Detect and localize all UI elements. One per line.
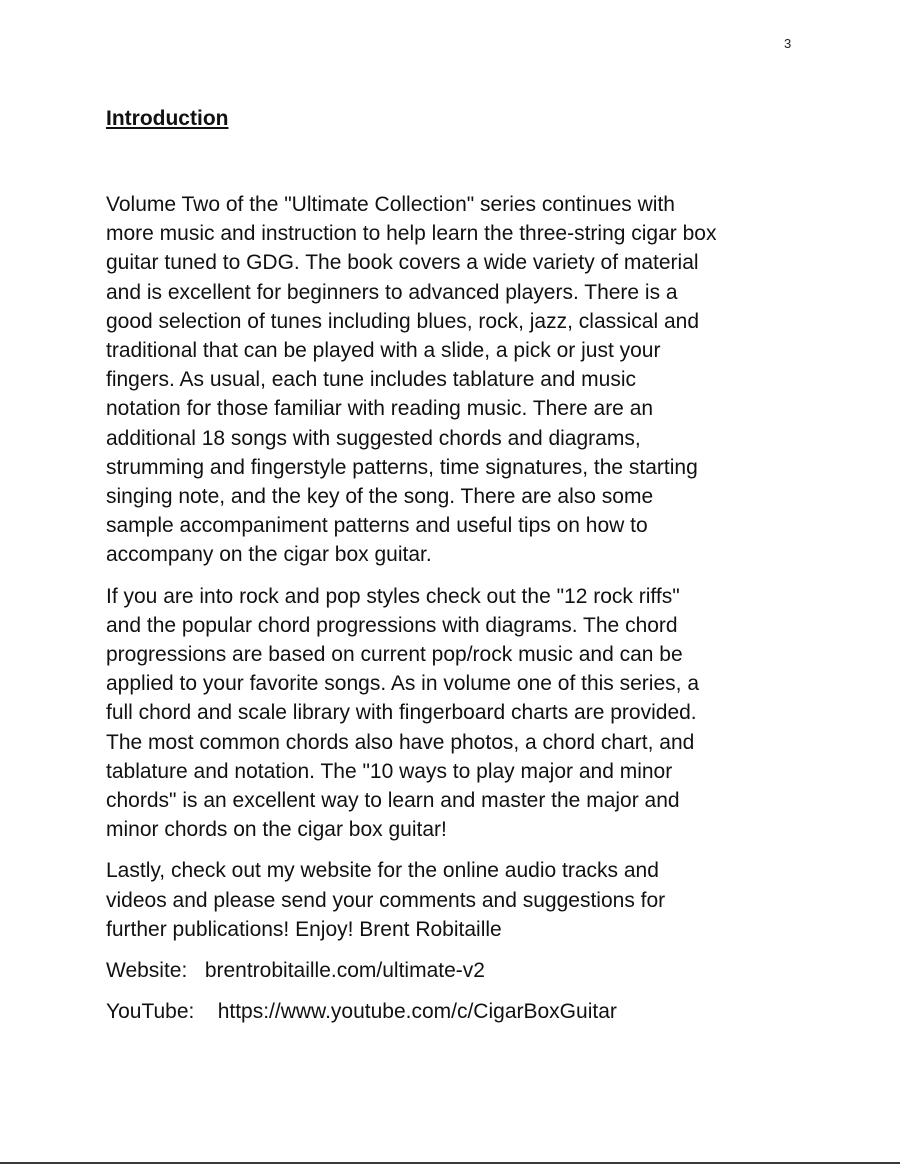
- text-line: and the popular chord progressions with diagrams. The chord: [106, 613, 678, 637]
- text-line: and is excellent for beginners to advanced players. There is a: [106, 280, 678, 304]
- text-line: full chord and scale library with fingerboard charts are provided.: [106, 701, 697, 725]
- text-line: singing note, and the key of the song. There are also some: [106, 485, 654, 509]
- text-line: The most common chords also have photos, a chord chart, and: [106, 730, 695, 754]
- text-line: sample accompaniment patterns and useful tips on how to: [106, 514, 648, 538]
- text-line: videos and please send your comments and suggestions for: [106, 888, 666, 912]
- text-line: progressions are based on current pop/rock music and can be: [106, 643, 683, 667]
- text-line: minor chords on the cigar box guitar!: [106, 818, 447, 842]
- text-line: further publications! Enjoy! Brent Robitaille: [106, 917, 502, 941]
- website-line: Website: brentrobitaille.com/ultimate-v2: [106, 959, 485, 983]
- text-line: strumming and fingerstyle patterns, time signatures, the starting: [106, 455, 698, 479]
- text-line: applied to your favorite songs. As in volume one of this series, a: [106, 672, 699, 696]
- text-line: guitar tuned to GDG. The book covers a wide variety of material: [106, 251, 699, 275]
- page-number: 3: [784, 36, 792, 51]
- intro-paragraph-3: [106, 856, 806, 944]
- text-line: Lastly, check out my website for the online audio tracks and: [106, 859, 659, 883]
- text-line: fingers. As usual, each tune includes tablature and music: [106, 368, 636, 392]
- intro-paragraph-2: [106, 582, 806, 845]
- text-line: If you are into rock and pop styles check out the "12 rock riffs": [106, 584, 680, 608]
- text-line: additional 18 songs with suggested chords and diagrams,: [106, 426, 641, 450]
- youtube-line: YouTube: https://www.youtube.com/c/CigarBoxGuitar: [106, 1000, 617, 1024]
- section-heading: Introduction: [106, 107, 229, 130]
- text-line: Volume Two of the "Ultimate Collection" series continues with: [106, 193, 675, 216]
- text-line: traditional that can be played with a slide, a pick or just your: [106, 339, 661, 363]
- text-line: accompany on the cigar box guitar.: [106, 543, 432, 567]
- page-content: [106, 104, 806, 1038]
- text-line: tablature and notation. The "10 ways to play major and minor: [106, 759, 673, 783]
- text-line: notation for those familiar with reading music. There are an: [106, 397, 654, 421]
- text-line: more music and instruction to help learn the three-string cigar box: [106, 222, 717, 246]
- intro-paragraph-1: [106, 190, 806, 570]
- text-line: chords" is an excellent way to learn and master the major and: [106, 789, 680, 813]
- text-line: good selection of tunes including blues, rock, jazz, classical and: [106, 309, 700, 333]
